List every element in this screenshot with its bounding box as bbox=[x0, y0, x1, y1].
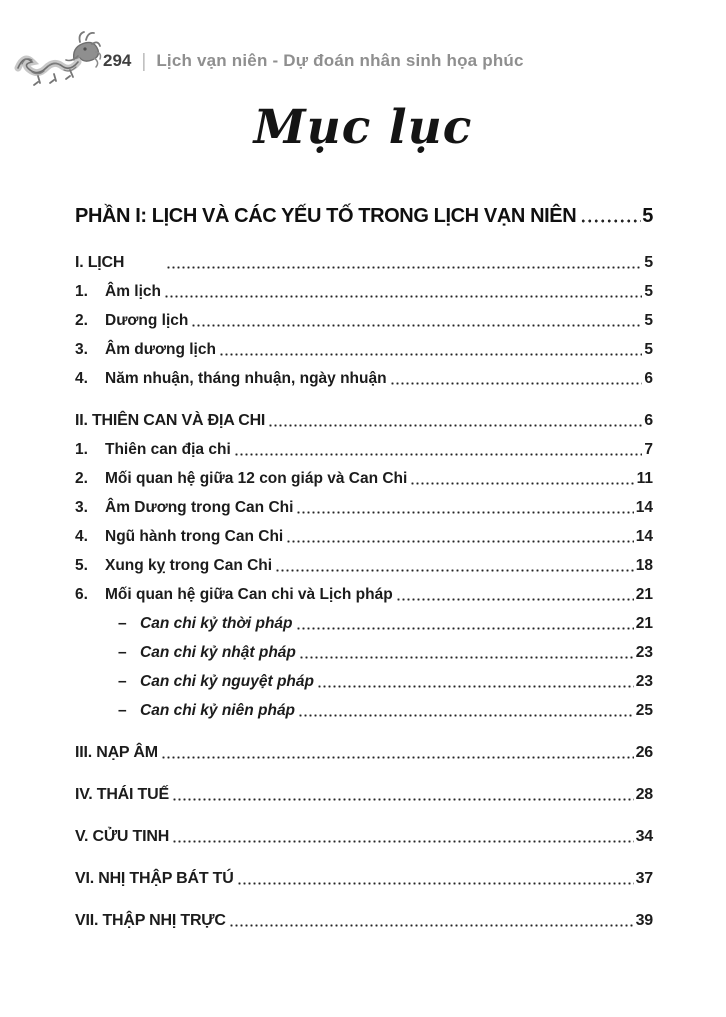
entry-dash: – bbox=[118, 615, 127, 632]
toc-section-row bbox=[75, 736, 653, 765]
toc-item-row bbox=[75, 433, 653, 462]
entry-label: Âm dương lịch bbox=[105, 341, 216, 358]
entry-page: 5 bbox=[644, 341, 653, 358]
dot-leader bbox=[166, 266, 642, 269]
entry-dash: – bbox=[118, 644, 127, 661]
entry-number: 1. bbox=[75, 441, 88, 458]
entry-page: 5 bbox=[644, 254, 653, 271]
dot-leader bbox=[317, 685, 634, 688]
entry-page: 23 bbox=[635, 644, 653, 661]
toc-section-row bbox=[75, 404, 653, 433]
entry-page: 25 bbox=[635, 702, 653, 719]
entry-page: 26 bbox=[635, 744, 653, 761]
table-of-contents bbox=[75, 194, 653, 933]
dot-leader bbox=[237, 882, 634, 885]
entry-label: III. NẠP ÂM bbox=[75, 744, 158, 761]
entry-number: 2. bbox=[75, 470, 88, 487]
entry-number: 6. bbox=[75, 586, 88, 603]
entry-label: Âm lịch bbox=[105, 283, 161, 300]
dot-leader bbox=[410, 482, 634, 485]
toc-item-row bbox=[75, 578, 653, 607]
toc-section-row bbox=[75, 778, 653, 807]
entry-label: Can chi kỷ niên pháp bbox=[140, 702, 296, 719]
entry-label: Dương lịch bbox=[105, 312, 189, 329]
entry-page: 28 bbox=[635, 786, 653, 803]
entry-label: VII. THẬP NHỊ TRỰC bbox=[75, 912, 226, 929]
dragon-icon bbox=[14, 26, 102, 98]
entry-label: Năm nhuận, tháng nhuận, ngày nhuận bbox=[105, 370, 387, 387]
toc-item-row bbox=[75, 362, 653, 391]
dot-leader bbox=[172, 798, 634, 801]
entry-label: Mối quan hệ giữa 12 con giáp và Can Chi bbox=[105, 470, 408, 487]
dot-leader bbox=[390, 382, 643, 385]
toc-section-row bbox=[75, 904, 653, 933]
entry-label: II. THIÊN CAN VÀ ĐỊA CHI bbox=[75, 412, 266, 429]
entry-page: 6 bbox=[644, 412, 653, 429]
toc-item-row bbox=[75, 462, 653, 491]
page-number: 294 bbox=[103, 51, 132, 70]
entry-page: 37 bbox=[635, 870, 653, 887]
dot-leader bbox=[296, 511, 633, 514]
dot-leader bbox=[164, 295, 642, 298]
dot-leader bbox=[172, 840, 634, 843]
entry-label: Ngũ hành trong Can Chi bbox=[105, 528, 284, 545]
entry-page: 23 bbox=[635, 673, 653, 690]
dot-leader bbox=[296, 627, 634, 630]
toc-item-row bbox=[75, 304, 653, 333]
dot-leader bbox=[219, 353, 642, 356]
entry-dash: – bbox=[118, 673, 127, 690]
entry-dash: – bbox=[118, 702, 127, 719]
dot-leader bbox=[229, 924, 634, 927]
entry-page: 14 bbox=[635, 499, 653, 516]
toc-item-row bbox=[75, 333, 653, 362]
entry-label: I. LỊCH bbox=[75, 254, 125, 271]
entry-page: 34 bbox=[635, 828, 653, 845]
entry-page: 21 bbox=[635, 586, 653, 603]
toc-section-row bbox=[75, 820, 653, 849]
entry-page: 5 bbox=[644, 312, 653, 329]
entry-number: 3. bbox=[75, 341, 88, 358]
entry-label: Thiên can địa chi bbox=[105, 441, 231, 458]
part-page: 5 bbox=[642, 205, 653, 227]
toc-item-row bbox=[75, 491, 653, 520]
header-separator: | bbox=[141, 51, 147, 72]
entry-number: 1. bbox=[75, 283, 88, 300]
entry-label: Can chi kỷ nhật pháp bbox=[140, 644, 296, 661]
entry-label: Can chi kỷ thời pháp bbox=[140, 615, 293, 632]
page-title: Mục lục bbox=[253, 100, 473, 155]
entry-label: IV. THÁI TUẾ bbox=[75, 786, 169, 803]
dot-leader bbox=[299, 656, 634, 659]
entry-number: 4. bbox=[75, 528, 88, 545]
toc-sub-row bbox=[75, 694, 653, 723]
entry-number: 3. bbox=[75, 499, 88, 516]
entry-label: Xung kỵ trong Can Chi bbox=[105, 557, 273, 574]
entry-label: VI. NHỊ THẬP BÁT TÚ bbox=[75, 870, 234, 887]
entry-page: 14 bbox=[635, 528, 653, 545]
book-title: Lịch vạn niên - Dự đoán nhân sinh họa phúc bbox=[156, 51, 524, 70]
toc-sub-row bbox=[75, 665, 653, 694]
dot-leader bbox=[396, 598, 634, 601]
entry-page: 18 bbox=[635, 557, 653, 574]
entry-number: 2. bbox=[75, 312, 88, 329]
entry-label: Âm Dương trong Can Chi bbox=[105, 499, 294, 516]
running-header bbox=[103, 50, 524, 72]
toc-section-row bbox=[75, 862, 653, 891]
entry-label: Mối quan hệ giữa Can chi và Lịch pháp bbox=[105, 586, 393, 603]
toc-item-row bbox=[75, 275, 653, 304]
dot-leader bbox=[580, 219, 641, 223]
part-label: PHẦN I: LỊCH VÀ CÁC YẾU TỐ TRONG LỊCH VẠN NIÊN bbox=[75, 205, 577, 227]
entry-page: 39 bbox=[635, 912, 653, 929]
entry-page: 21 bbox=[635, 615, 653, 632]
entry-number: 4. bbox=[75, 370, 88, 387]
dot-leader bbox=[161, 756, 634, 759]
dot-leader bbox=[268, 424, 642, 427]
toc-sub-row bbox=[75, 636, 653, 665]
entry-page: 5 bbox=[644, 283, 653, 300]
toc-sub-row bbox=[75, 607, 653, 636]
dot-leader bbox=[275, 569, 634, 572]
entry-label: Can chi kỷ nguyệt pháp bbox=[140, 673, 314, 690]
entry-page: 11 bbox=[636, 470, 653, 487]
entry-page: 7 bbox=[644, 441, 653, 458]
toc-section-row bbox=[75, 246, 653, 275]
entry-page: 6 bbox=[644, 370, 653, 387]
toc-part-heading bbox=[75, 194, 653, 230]
dot-leader bbox=[234, 453, 643, 456]
dot-leader bbox=[191, 324, 642, 327]
entry-number: 5. bbox=[75, 557, 88, 574]
toc-item-row bbox=[75, 549, 653, 578]
dot-leader bbox=[286, 540, 634, 543]
entry-label: V. CỬU TINH bbox=[75, 828, 170, 845]
toc-item-row bbox=[75, 520, 653, 549]
dot-leader bbox=[298, 714, 634, 717]
